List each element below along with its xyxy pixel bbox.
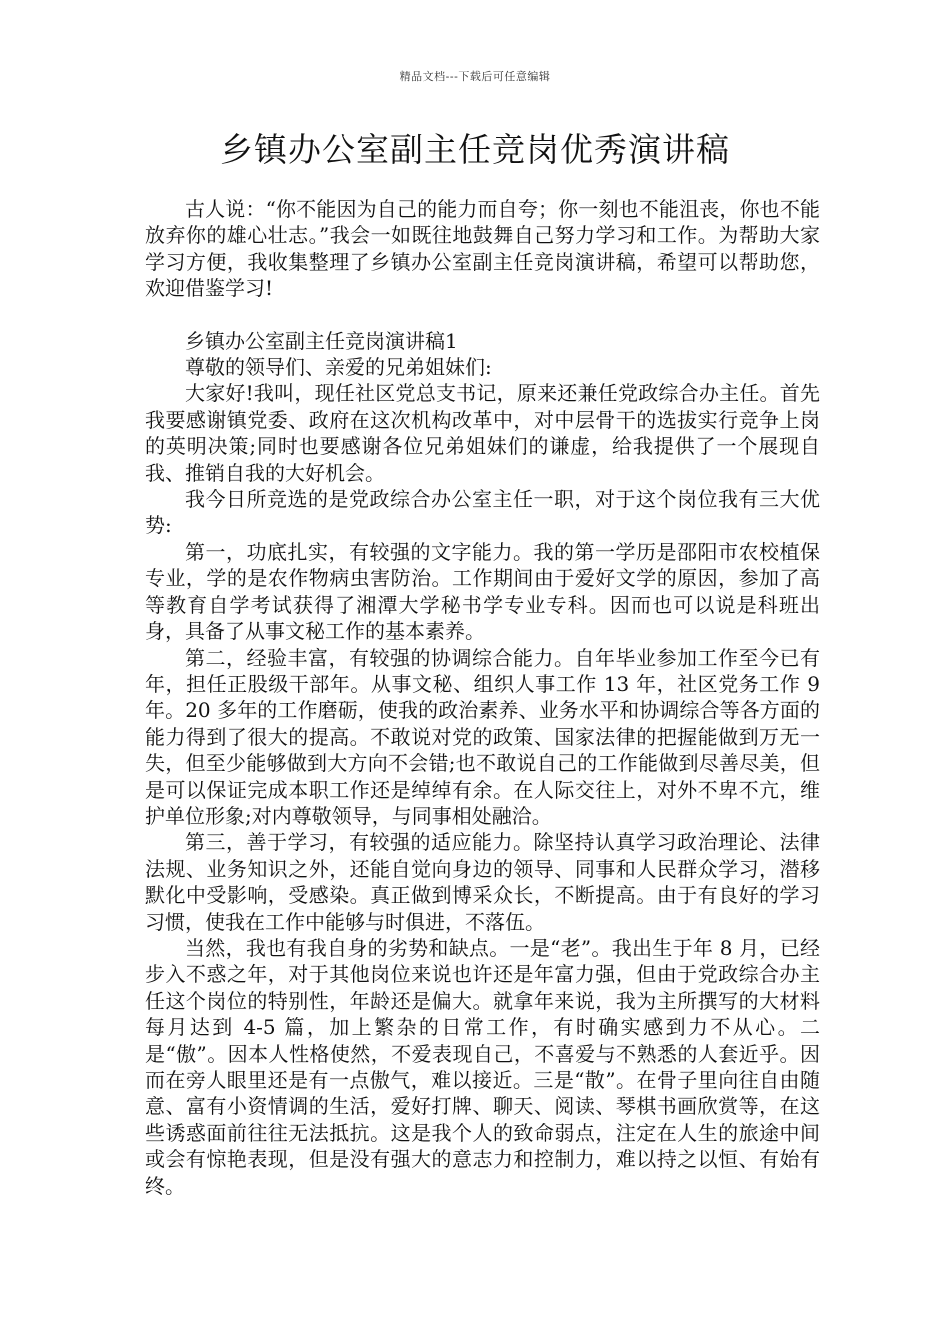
document-title: 乡镇办公室副主任竞岗优秀演讲稿 [220, 130, 730, 169]
body-paragraph: 第一，功底扎实，有较强的文字能力。我的第一学历是邵阳市农校植保专业，学的是农作物病虫害防治。工作期间由于爱好文学的原因，参加了高等教育自学考试获得了湘潭大学秘书学专业专科。因而也可以说是科班出身，具备了从事文秘工作的基本素养。 [145, 539, 820, 644]
header-note: 精品文档---下载后可任意编辑 [399, 70, 551, 83]
intro-paragraph: 古人说：“你不能因为自己的能力而自夸；你一刻也不能沮丧，你也不能放弃你的雄心壮志。”我会一如既往地鼓舞自己努力学习和工作。为帮助大家学习方便，我收集整理了乡镇办公室副主任竞岗演讲稿，希望可以帮助您，欢迎借鉴学习! [145, 197, 820, 301]
body-paragraph: 当然，我也有我自身的劣势和缺点。一是“老”。我出生于年 8 月，已经步入不惑之年，对于其他岗位来说也许还是年富力强，但由于党政综合办主任这个岗位的特别性，年龄还是偏大。就拿年来说，我为主所撰写的大材料每月达到 4-5 篇，加上繁杂的日常工作，有时确实感到力不从心。二是“傲”。因本人性格使然，不爱表现自己，不喜爱与不熟悉的人套近乎。因而在旁人眼里还是有一点傲气，难以接近。三是“散”。在骨子里向往自由随意、富有小资情调的生活，爱好打牌、聊天、阅读、琴棋书画欣赏等，在这些诱惑面前往往无法抵抗。这是我个人的致命弱点，注定在人生的旅途中间或会有惊艳表现，但是没有强大的意志力和控制力，难以持之以恒、有始有终。 [145, 935, 820, 1198]
document-body [145, 196, 820, 1199]
body-paragraph: 我今日所竞选的是党政综合办公室主任一职，对于这个岗位我有三大优势: [145, 487, 820, 538]
body-paragraph: 第二，经验丰富，有较强的协调综合能力。自年毕业参加工作至今已有年，担任正股级干部年。从事文秘、组织人事工作 13 年，社区党务工作 9 年。20 多年的工作磨砺，使我的政治素养、业务水平和协调综合等各方面的能力得到了很大的提高。不敢说对党的政策、国家法律的把握能做到万无一失，但至少能够做到大方向不会错;也不敢说自己的工作能做到尽善尽美，但是可以保证完成本职工作还是绰绰有余。在人际交往上，对外不卑不亢，维护单位形象;对内尊敬领导，与同事相处融洽。 [145, 645, 820, 828]
salutation: 尊敬的领导们、亲爱的兄弟姐妹们: [185, 355, 492, 380]
body-paragraph: 大家好!我叫，现任社区党总支书记，原来还兼任党政综合办主任。首先我要感谢镇党委、政府在这次机构改革中，对中层骨干的选拔实行竞争上岗的英明决策;同时也要感谢各位兄弟姐妹们的谦虚，给我提供了一个展现自我、推销自我的大好机会。 [145, 381, 820, 485]
section-title: 乡镇办公室副主任竞岗演讲稿1 [185, 328, 458, 353]
body-paragraph: 第三，善于学习，有较强的适应能力。除坚持认真学习政治理论、法律法规、业务知识之外，还能自觉向身边的领导、同事和人民群众学习，潜移默化中受影响，受感染。真正做到博采众长，不断提高。由于有良好的学习习惯，使我在工作中能够与时俱进，不落伍。 [145, 830, 820, 934]
